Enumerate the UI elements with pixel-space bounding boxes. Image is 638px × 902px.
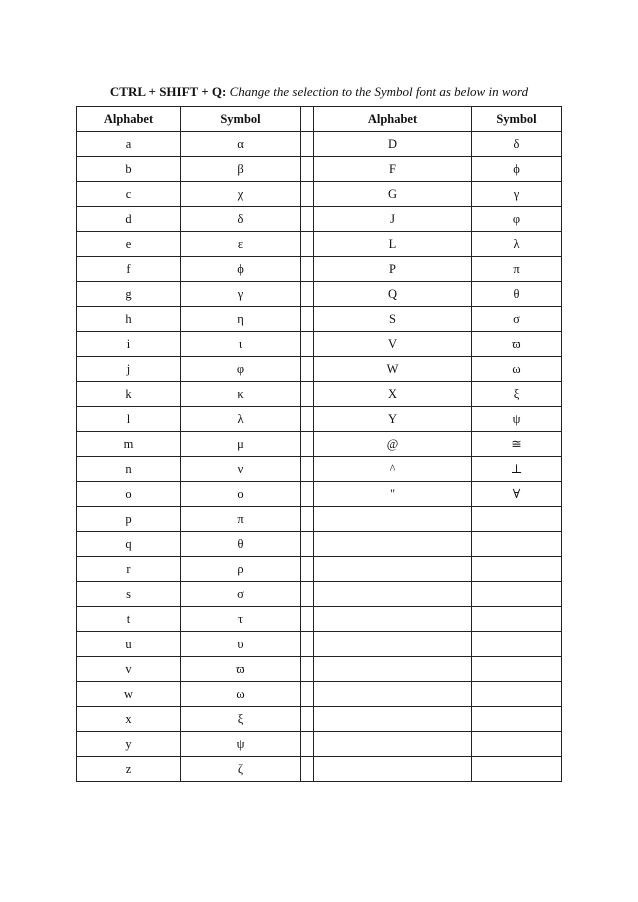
cell-symbol-right [472, 657, 562, 682]
cell-symbol-right: θ [472, 282, 562, 307]
cell-alphabet-right [314, 557, 472, 582]
cell-alphabet-left: u [77, 632, 181, 657]
table-header-row [77, 107, 562, 132]
cell-symbol-left: ω [181, 682, 301, 707]
table-row [77, 607, 562, 632]
table-row [77, 257, 562, 282]
cell-symbol-right [472, 607, 562, 632]
table-row [77, 232, 562, 257]
cell-alphabet-right [314, 682, 472, 707]
cell-alphabet-right: " [314, 482, 472, 507]
cell-alphabet-right: L [314, 232, 472, 257]
cell-spacer [301, 332, 314, 357]
cell-spacer [301, 582, 314, 607]
cell-symbol-left: υ [181, 632, 301, 657]
table-row [77, 157, 562, 182]
header-spacer [301, 107, 314, 132]
cell-symbol-right: λ [472, 232, 562, 257]
cell-symbol-right [472, 507, 562, 532]
cell-symbol-right: σ [472, 307, 562, 332]
cell-spacer [301, 732, 314, 757]
cell-spacer [301, 282, 314, 307]
cell-spacer [301, 707, 314, 732]
cell-symbol-left: ζ [181, 757, 301, 782]
table-row [77, 382, 562, 407]
cell-alphabet-left: t [77, 607, 181, 632]
cell-spacer [301, 757, 314, 782]
cell-symbol-left: φ [181, 357, 301, 382]
cell-spacer [301, 482, 314, 507]
cell-spacer [301, 632, 314, 657]
cell-alphabet-right: V [314, 332, 472, 357]
cell-symbol-left: ι [181, 332, 301, 357]
cell-symbol-left: α [181, 132, 301, 157]
cell-symbol-right [472, 557, 562, 582]
cell-alphabet-left: i [77, 332, 181, 357]
cell-symbol-right: π [472, 257, 562, 282]
cell-symbol-right [472, 732, 562, 757]
cell-symbol-left: ξ [181, 707, 301, 732]
shortcut-label: CTRL + SHIFT + Q [109, 84, 222, 99]
cell-symbol-right [472, 632, 562, 657]
cell-spacer [301, 657, 314, 682]
cell-spacer [301, 682, 314, 707]
cell-alphabet-left: y [77, 732, 181, 757]
cell-spacer [301, 357, 314, 382]
header-symbol-right: Symbol [472, 107, 562, 132]
cell-alphabet-right: Y [314, 407, 472, 432]
table-row [77, 557, 562, 582]
cell-symbol-right: ξ [472, 382, 562, 407]
cell-alphabet-right [314, 732, 472, 757]
table-body [77, 132, 562, 782]
cell-symbol-left: σ [181, 582, 301, 607]
cell-symbol-left: δ [181, 207, 301, 232]
table-row [77, 182, 562, 207]
cell-alphabet-left: e [77, 232, 181, 257]
cell-alphabet-left: a [77, 132, 181, 157]
cell-spacer [301, 432, 314, 457]
cell-alphabet-left: q [77, 532, 181, 557]
cell-spacer [301, 257, 314, 282]
cell-symbol-left: γ [181, 282, 301, 307]
table-row [77, 682, 562, 707]
table-row [77, 732, 562, 757]
cell-alphabet-left: h [77, 307, 181, 332]
cell-alphabet-right [314, 582, 472, 607]
cell-symbol-left: ϖ [181, 657, 301, 682]
cell-symbol-left: κ [181, 382, 301, 407]
cell-symbol-right [472, 682, 562, 707]
cell-alphabet-left: d [77, 207, 181, 232]
cell-alphabet-right: W [314, 357, 472, 382]
cell-symbol-left: ρ [181, 557, 301, 582]
cell-spacer [301, 382, 314, 407]
cell-alphabet-left: z [77, 757, 181, 782]
cell-alphabet-right: Q [314, 282, 472, 307]
cell-alphabet-left: v [77, 657, 181, 682]
cell-symbol-left: ο [181, 482, 301, 507]
cell-alphabet-right: @ [314, 432, 472, 457]
symbol-mapping-table [76, 106, 562, 782]
cell-alphabet-left: b [77, 157, 181, 182]
cell-symbol-right: ω [472, 357, 562, 382]
table-row [77, 632, 562, 657]
table-row [77, 532, 562, 557]
cell-spacer [301, 182, 314, 207]
cell-alphabet-right: J [314, 207, 472, 232]
cell-symbol-left: τ [181, 607, 301, 632]
cell-alphabet-right: P [314, 257, 472, 282]
cell-alphabet-right: X [314, 382, 472, 407]
cell-alphabet-left: m [77, 432, 181, 457]
cell-symbol-left: λ [181, 407, 301, 432]
table-row [77, 482, 562, 507]
cell-spacer [301, 232, 314, 257]
cell-spacer [301, 607, 314, 632]
table-row [77, 207, 562, 232]
cell-alphabet-left: l [77, 407, 181, 432]
cell-symbol-right: ψ [472, 407, 562, 432]
cell-symbol-right [472, 757, 562, 782]
cell-alphabet-left: p [77, 507, 181, 532]
cell-symbol-right [472, 707, 562, 732]
cell-symbol-right [472, 532, 562, 557]
table-row [77, 657, 562, 682]
cell-symbol-right: ∀ [472, 482, 562, 507]
cell-symbol-right: γ [472, 182, 562, 207]
cell-symbol-left: η [181, 307, 301, 332]
table-row [77, 457, 562, 482]
cell-alphabet-right: D [314, 132, 472, 157]
cell-symbol-right: ≅ [472, 432, 562, 457]
cell-alphabet-right: ^ [314, 457, 472, 482]
table-row [77, 432, 562, 457]
table-row [77, 282, 562, 307]
cell-spacer [301, 307, 314, 332]
cell-symbol-right: δ [472, 132, 562, 157]
cell-alphabet-left: x [77, 707, 181, 732]
table-row [77, 407, 562, 432]
cell-spacer [301, 557, 314, 582]
cell-symbol-right: ϖ [472, 332, 562, 357]
cell-alphabet-right: F [314, 157, 472, 182]
cell-alphabet-right [314, 532, 472, 557]
cell-symbol-right [472, 582, 562, 607]
cell-alphabet-right [314, 632, 472, 657]
cell-alphabet-left: s [77, 582, 181, 607]
header-symbol-left: Symbol [181, 107, 301, 132]
cell-alphabet-right: G [314, 182, 472, 207]
cell-alphabet-left: f [77, 257, 181, 282]
cell-spacer [301, 207, 314, 232]
cell-spacer [301, 407, 314, 432]
table-row [77, 582, 562, 607]
cell-alphabet-right [314, 607, 472, 632]
cell-spacer [301, 157, 314, 182]
table-row [77, 332, 562, 357]
cell-spacer [301, 532, 314, 557]
cell-alphabet-right [314, 757, 472, 782]
cell-symbol-left: β [181, 157, 301, 182]
cell-spacer [301, 132, 314, 157]
cell-symbol-left: ψ [181, 732, 301, 757]
shortcut-description: Change the selection to the Symbol font as below in word [229, 84, 529, 99]
heading-colon: : [222, 84, 230, 99]
cell-symbol-right: φ [472, 207, 562, 232]
table-row [77, 357, 562, 382]
cell-spacer [301, 457, 314, 482]
cell-alphabet-right: S [314, 307, 472, 332]
table-row [77, 707, 562, 732]
table-row [77, 307, 562, 332]
header-alphabet-left: Alphabet [77, 107, 181, 132]
cell-symbol-left: ε [181, 232, 301, 257]
table-row [77, 132, 562, 157]
cell-alphabet-right [314, 657, 472, 682]
cell-symbol-right: ϕ [472, 157, 562, 182]
cell-alphabet-left: w [77, 682, 181, 707]
cell-alphabet-left: r [77, 557, 181, 582]
cell-symbol-left: ϕ [181, 257, 301, 282]
cell-spacer [301, 507, 314, 532]
cell-symbol-left: π [181, 507, 301, 532]
cell-alphabet-right [314, 707, 472, 732]
cell-alphabet-right [314, 507, 472, 532]
cell-alphabet-left: g [77, 282, 181, 307]
document-heading [0, 84, 638, 100]
cell-alphabet-left: k [77, 382, 181, 407]
table-row [77, 757, 562, 782]
cell-symbol-left: ν [181, 457, 301, 482]
cell-symbol-left: χ [181, 182, 301, 207]
cell-alphabet-left: j [77, 357, 181, 382]
cell-symbol-left: μ [181, 432, 301, 457]
table-row [77, 507, 562, 532]
cell-alphabet-left: o [77, 482, 181, 507]
header-alphabet-right: Alphabet [314, 107, 472, 132]
cell-symbol-right: ⊥ [472, 457, 562, 482]
cell-alphabet-left: c [77, 182, 181, 207]
cell-alphabet-left: n [77, 457, 181, 482]
cell-symbol-left: θ [181, 532, 301, 557]
